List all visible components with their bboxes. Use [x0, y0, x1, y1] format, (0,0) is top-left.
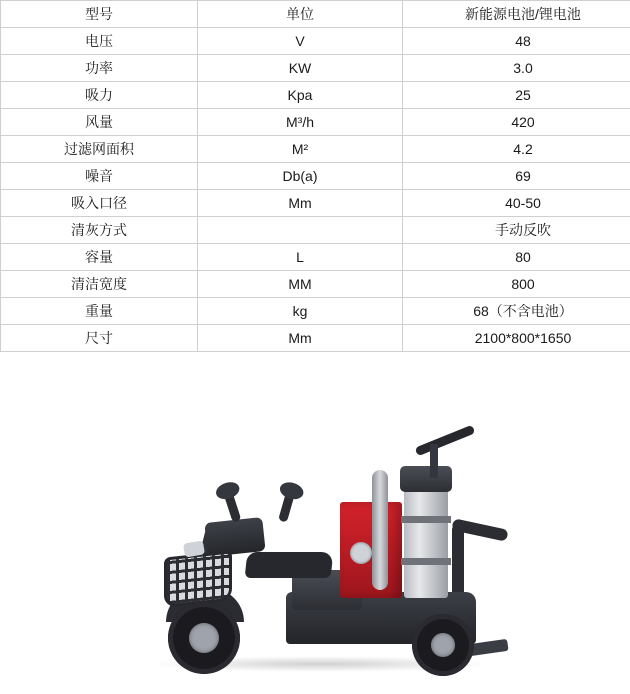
row-name: 吸入口径: [1, 190, 198, 217]
row-unit: Mm: [198, 190, 403, 217]
table-body: [1, 1, 630, 352]
row-value: 手动反吹: [403, 217, 630, 244]
tank-band: [401, 516, 451, 523]
left-mirror-icon: [224, 491, 242, 522]
row-name: 功率: [1, 55, 198, 82]
row-value: 69: [403, 163, 630, 190]
table-row: [1, 271, 630, 298]
row-name: 清洁宽度: [1, 271, 198, 298]
table-row: [1, 55, 630, 82]
row-value: 420: [403, 109, 630, 136]
row-unit: kg: [198, 298, 403, 325]
front-wheel: [168, 602, 240, 674]
row-value: 3.0: [403, 55, 630, 82]
row-value: 80: [403, 244, 630, 271]
wheel-hub: [431, 633, 455, 657]
table-row: [1, 109, 630, 136]
front-basket: [164, 550, 232, 607]
row-name: 噪音: [1, 163, 198, 190]
row-value: 800: [403, 271, 630, 298]
row-unit: V: [198, 28, 403, 55]
row-unit: [198, 217, 403, 244]
header-cell-value: 新能源电池/锂电池: [403, 1, 630, 28]
right-mirror-icon: [278, 491, 295, 522]
row-name: 重量: [1, 298, 198, 325]
row-value: 68（不含电池）: [403, 298, 630, 325]
row-unit: M³/h: [198, 109, 403, 136]
table-row: [1, 136, 630, 163]
row-unit: MM: [198, 271, 403, 298]
row-name: 电压: [1, 28, 198, 55]
table-row: [1, 298, 630, 325]
table-row: [1, 163, 630, 190]
table-row: [1, 190, 630, 217]
table-row: [1, 82, 630, 109]
table-header-row: [1, 1, 630, 28]
table-row: [1, 244, 630, 271]
row-unit: Db(a): [198, 163, 403, 190]
table-row: [1, 325, 630, 352]
row-name: 清灰方式: [1, 217, 198, 244]
table-row: [1, 217, 630, 244]
vacuum-tank: [404, 486, 448, 598]
product-photo-illustration: [0, 374, 630, 694]
tank-band: [401, 558, 451, 565]
row-name: 风量: [1, 109, 198, 136]
push-handle: [415, 425, 476, 457]
header-cell-unit: 单位: [198, 1, 403, 28]
suction-hose: [372, 470, 388, 590]
row-unit: L: [198, 244, 403, 271]
row-value: 25: [403, 82, 630, 109]
rear-wheel: [412, 614, 474, 676]
vacuum-motor-head: [400, 466, 452, 492]
red-control-box: [340, 502, 402, 598]
row-unit: Kpa: [198, 82, 403, 109]
row-value: 48: [403, 28, 630, 55]
table-row: [1, 28, 630, 55]
driver-seat: [245, 552, 334, 578]
row-unit: KW: [198, 55, 403, 82]
row-name: 吸力: [1, 82, 198, 109]
row-name: 过滤网面积: [1, 136, 198, 163]
row-name: 容量: [1, 244, 198, 271]
header-cell-model: 型号: [1, 1, 198, 28]
row-value: 40-50: [403, 190, 630, 217]
product-photo: [0, 374, 630, 694]
handle-post: [430, 444, 438, 478]
row-name: 尺寸: [1, 325, 198, 352]
wheel-hub: [189, 623, 219, 653]
row-value: 4.2: [403, 136, 630, 163]
row-unit: Mm: [198, 325, 403, 352]
row-value: 2100*800*1650: [403, 325, 630, 352]
row-unit: M²: [198, 136, 403, 163]
handlebar-headset: [204, 517, 265, 557]
